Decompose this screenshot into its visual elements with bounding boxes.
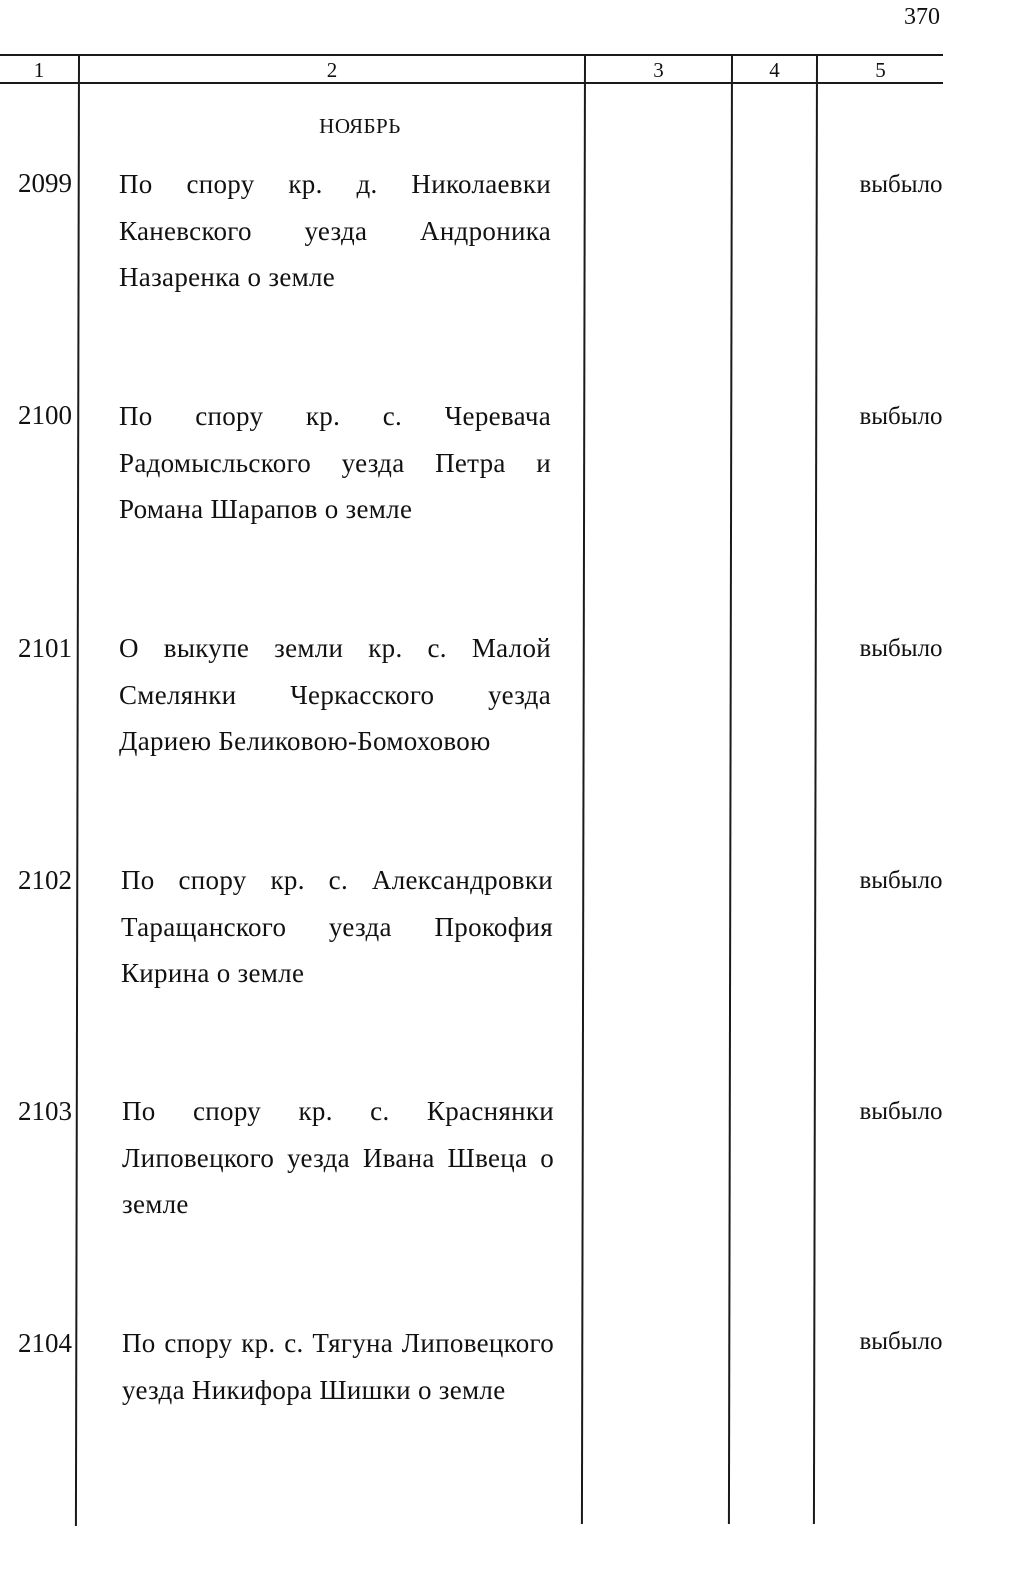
- column-header-2: 2: [326, 58, 338, 82]
- entry-status: выбыло: [859, 1098, 943, 1125]
- entry-status: выбыло: [859, 1328, 943, 1355]
- entry-number: 2104: [18, 1328, 72, 1358]
- entry-description: По спору кр. с. Краснянки Липовецкого уезда Ивана Швеца о земле: [122, 1096, 554, 1219]
- page-number: 370: [904, 4, 940, 30]
- entry-status: выбыло: [859, 635, 943, 662]
- entry-number: 2099: [18, 168, 72, 198]
- column-divider-3: [728, 56, 733, 1524]
- entry-number: 2103: [18, 1096, 72, 1126]
- entry-description: По спору кр. с. Черевача Радомысльского уезда Петра и Романа Шарапов о земле: [119, 401, 551, 524]
- column-header-5: 5: [875, 58, 886, 82]
- entry-description: По спору кр. с. Александровки Таращанского уезда Прокофия Кирина о земле: [121, 865, 553, 988]
- entry-status: выбыло: [859, 403, 943, 430]
- table-top-rule: [0, 54, 943, 56]
- column-header-4: 4: [769, 58, 780, 82]
- column-divider-4: [813, 56, 818, 1524]
- column-header-1: 1: [33, 58, 45, 82]
- entry-status: выбыло: [859, 867, 943, 894]
- column-header-3: 3: [653, 58, 664, 82]
- column-divider-1: [75, 56, 80, 1526]
- column-divider-2: [581, 56, 586, 1524]
- entry-status: выбыло: [859, 171, 943, 198]
- month-heading: НОЯБРЬ: [319, 114, 401, 138]
- entry-number: 2102: [18, 865, 72, 895]
- entry-number: 2100: [18, 400, 72, 430]
- entry-description: О выкупе земли кр. с. Малой Смелянки Черкасского уезда Дариею Беликовою-Бомоховою: [119, 633, 551, 756]
- entry-description: По спору кр. с. Тягуна Липовецкого уезда Никифора Шишки о земле: [122, 1328, 554, 1405]
- entry-description: По спору кр. д. Николаевки Каневского уезда Андроника Назаренка о земле: [119, 169, 551, 292]
- entry-number: 2101: [18, 633, 72, 663]
